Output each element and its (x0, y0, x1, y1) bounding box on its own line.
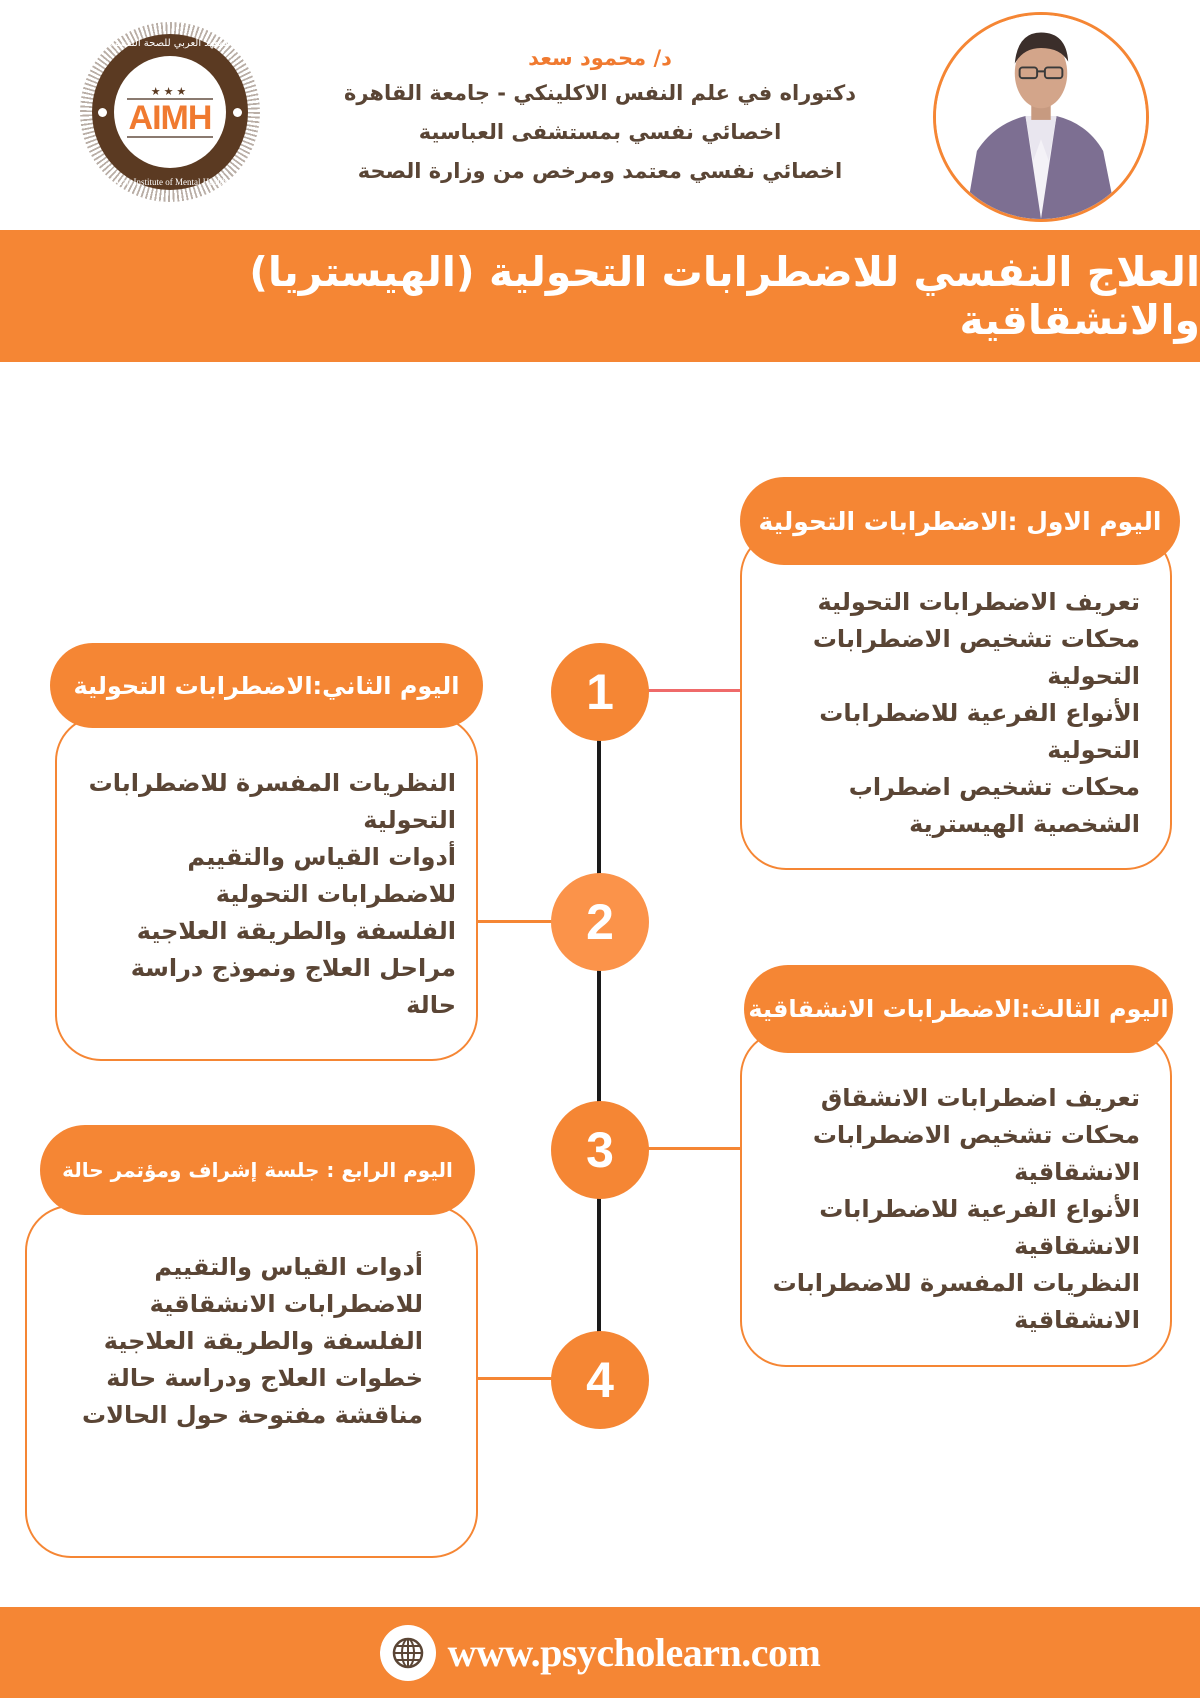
day-2-topics (86, 765, 456, 1024)
step-number-badge-2: 2 (551, 873, 649, 971)
topic-item: محكات تشخيص الاضطرابات التحولية (812, 625, 1140, 690)
connector-step-2 (478, 920, 553, 923)
day-3-card (740, 1030, 1172, 1367)
day-3-heading: اليوم الثالث:الاضطرابات الانشقاقية (744, 965, 1173, 1053)
instructor-credential: دكتوراه في علم النفس الاكلينكي - جامعة القاهرة (343, 81, 857, 105)
timeline-line (597, 690, 601, 1380)
globe-icon (380, 1625, 436, 1681)
topic-item: النظريات المفسرة للاضطرابات التحولية (88, 769, 456, 834)
step-number-badge-4: 4 (551, 1331, 649, 1429)
day-4-topics (43, 1249, 423, 1434)
topic-item: أدوات القياس والتقييم للاضطرابات التحولية (187, 843, 456, 908)
connector-step-3 (647, 1147, 742, 1150)
person-portrait-icon (936, 15, 1146, 219)
topic-item: محكات تشخيص اضطراب الشخصية الهيسترية (848, 773, 1140, 838)
star-icon: ★★★ (150, 85, 190, 98)
instructor-credential: اخصائي نفسي بمستشفى العباسية (418, 120, 782, 144)
topic-item: أدوات القياس والتقييم للاضطرابات الانشقاقية (149, 1253, 423, 1318)
day-2-heading: اليوم الثاني:الاضطرابات التحولية (50, 643, 483, 728)
topic-item: مراحل العلاج ونموذج دراسة حالة (130, 954, 456, 1019)
day-1-topics (760, 584, 1140, 843)
topic-item: الفلسفة والطريقة العلاجية (136, 917, 456, 945)
day-1-heading: اليوم الاول :الاضطرابات التحولية (740, 477, 1180, 565)
step-number-badge-3: 3 (551, 1101, 649, 1199)
logo-dot-left (98, 108, 107, 117)
website-link[interactable]: www.psycholearn.com (447, 1630, 821, 1675)
logo-arabic-name: المعهد العربي للصحة النفسية (109, 38, 231, 49)
institute-logo (80, 22, 260, 202)
topic-item: الفلسفة والطريقة العلاجية (103, 1327, 423, 1355)
page-title: العلاج النفسي للاضطرابات التحولية (الهيستريا) والانشقاقية (249, 248, 1200, 344)
footer-bar (0, 1607, 1200, 1698)
topic-item: الأنواع الفرعية للاضطرابات الانشقاقية (819, 1195, 1140, 1260)
day-3-topics (770, 1080, 1140, 1339)
logo-dot-right (233, 108, 242, 117)
topic-item: الأنواع الفرعية للاضطرابات التحولية (819, 699, 1140, 764)
instructor-credential: اخصائي نفسي معتمد ومرخص من وزارة الصحة (357, 159, 843, 183)
instructor-photo (933, 12, 1149, 222)
connector-step-1 (647, 689, 742, 692)
title-banner (0, 230, 1200, 362)
topic-item: خطوات العلاج ودراسة حالة (106, 1364, 423, 1392)
instructor-bio (300, 42, 900, 191)
topic-item: تعريف الاضطرابات التحولية (817, 588, 1140, 616)
step-number-badge-1: 1 (551, 643, 649, 741)
day-4-heading: اليوم الرابع : جلسة إشراف ومؤتمر حالة (40, 1125, 475, 1215)
topic-item: محكات تشخيص الاضطرابات الانشقاقية (812, 1121, 1140, 1186)
connector-step-4 (478, 1377, 553, 1380)
day-2-card (55, 715, 478, 1061)
logo-center (114, 56, 226, 168)
logo-acronym: AIMH (128, 99, 212, 137)
logo-english-name: Arab Institute of Mental Health (113, 177, 227, 187)
day-4-card (25, 1205, 478, 1558)
topic-item: تعريف اضطرابات الانشقاق (820, 1084, 1140, 1112)
instructor-name: د/ محمود سعد (528, 46, 672, 70)
topic-item: النظريات المفسرة للاضطرابات الانشقاقية (772, 1269, 1140, 1334)
day-1-card (740, 530, 1172, 870)
topic-item: مناقشة مفتوحة حول الحالات (82, 1401, 423, 1429)
